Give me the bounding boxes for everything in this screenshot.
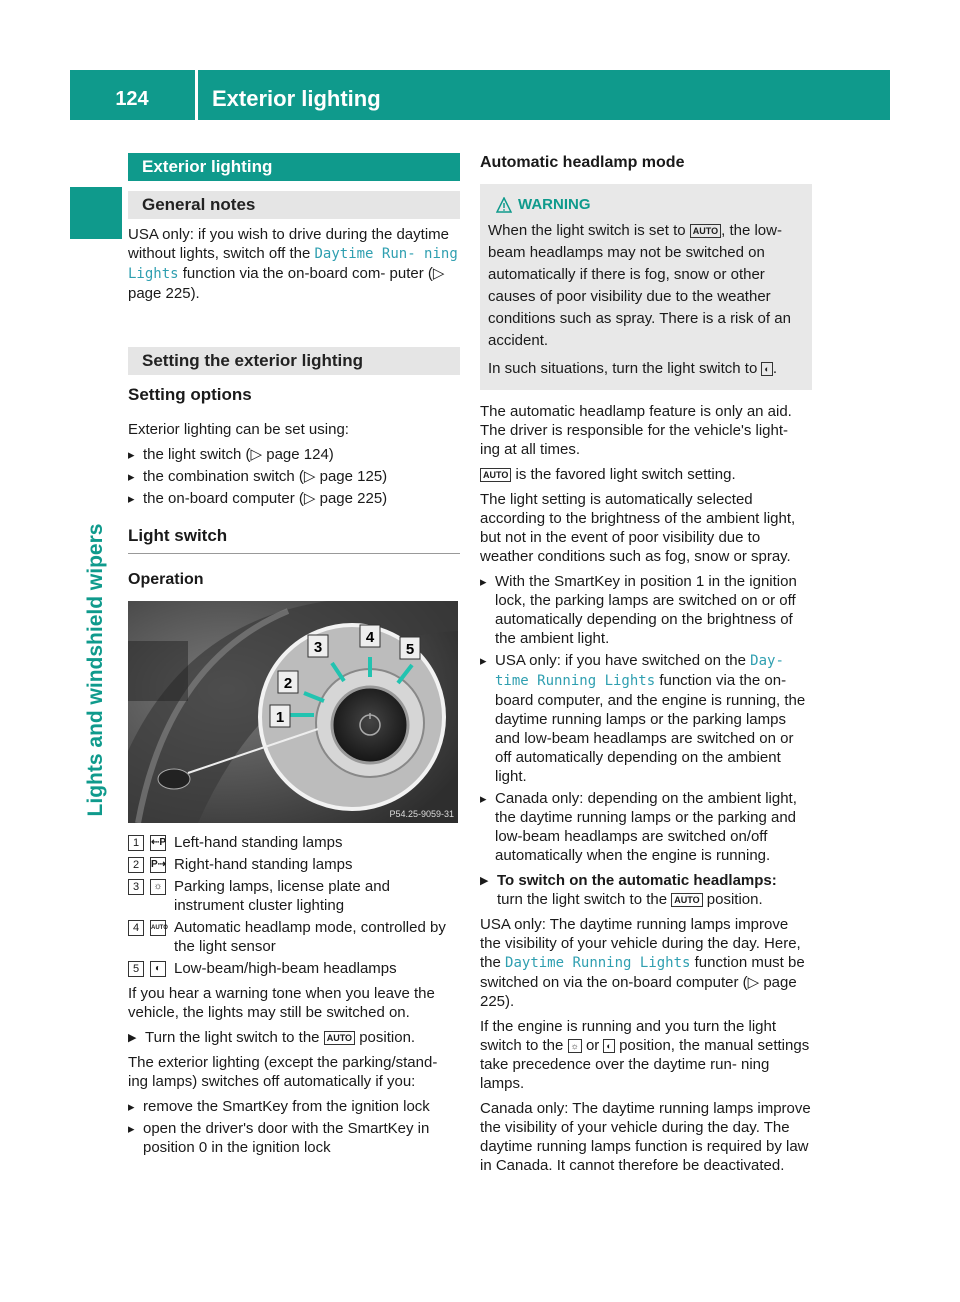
action-text-end: position.	[355, 1029, 416, 1046]
canada-paragraph: Canada only: The daytime running lamps improve the visibility of your vehicle during the day. The daytime running lamps function is required by law in Canada. It cannot therefore be deactivated.	[480, 1100, 811, 1174]
auto-mode-list	[480, 572, 812, 865]
callout-3	[308, 635, 328, 657]
usa-text: USA only: The daytime running lamps improve the visibility of your vehicle during the day. Here, the	[480, 916, 801, 971]
action-text: turn the light switch to the	[497, 891, 672, 908]
warning-text-1: When the light switch is set to	[488, 222, 690, 239]
legend-row	[128, 959, 460, 978]
light-switch-illustration	[128, 601, 458, 823]
left-standing-lamp-icon: ⇠P	[150, 835, 166, 851]
section-title: Exterior lighting	[128, 153, 460, 181]
favored-text: is the favored light switch setting.	[511, 466, 736, 483]
parking-lamp-icon: ☼	[568, 1039, 582, 1053]
legend-text: Right-hand standing lamps	[174, 856, 353, 873]
callout-2	[278, 671, 298, 693]
list-item	[480, 651, 812, 786]
legend-number: 1	[128, 835, 144, 851]
callout-5	[400, 637, 420, 659]
general-notes-paragraph	[128, 225, 460, 303]
warning-title-text: WARNING	[518, 196, 591, 213]
action-title: To switch on the automatic headlamps:	[497, 872, 777, 889]
warning-text-3: In such situations, turn the light switch to	[488, 360, 762, 377]
list-item: ▸ Canada only: depending on the ambient light, the daytime running lamps or the parking and low-beam headlamps are switched on/off automatically when the engine is running.	[480, 789, 812, 865]
warning-title	[488, 194, 804, 216]
header-divider	[195, 70, 198, 120]
left-column	[128, 153, 460, 1163]
setting-intro: Exterior lighting can be set using:	[128, 421, 349, 438]
light-switch-heading: Light switch	[128, 526, 460, 554]
usa-paragraph	[480, 915, 812, 1011]
auto-icon: AUTO	[690, 224, 721, 238]
list-item: ▸ remove the SmartKey from the ignition lock	[128, 1097, 460, 1116]
legend-text: Left-hand standing lamps	[174, 834, 343, 851]
general-notes-text: USA only: if you wish to drive during the daytime without lights, switch off the	[128, 226, 449, 262]
legend-text: Parking lamps, license plate and instrument cluster lighting	[174, 878, 390, 914]
manual-paragraph	[480, 1017, 812, 1093]
list-item: ▸ open the driver's door with the SmartKey in position 0 in the ignition lock	[128, 1119, 460, 1157]
chapter-side-label-text: Lights and windshield wipers	[84, 523, 107, 817]
list-item-text: USA only: if you have switched on the	[495, 652, 751, 669]
list-item-text-end: function via the on- board computer, and the engine is running, the daytime running lamps or the parking lamps and low-beam headlamps are switched on or off automatically depending on the ambient light.	[495, 672, 806, 785]
low-beam-icon: ◐	[150, 961, 166, 977]
action-step	[480, 871, 812, 909]
warning-instruction	[488, 358, 804, 380]
auto-off-list	[128, 1097, 460, 1157]
legend-number: 5	[128, 961, 144, 977]
auto-icon: AUTO	[671, 893, 702, 907]
page-header	[70, 70, 890, 120]
usa-text-end: function must be switched on via the on-board computer (▷ page 225).	[480, 954, 805, 1010]
action-step	[128, 1028, 460, 1047]
legend-row	[128, 833, 460, 852]
legend-number: 3	[128, 879, 144, 895]
setting-options-heading: Setting options	[128, 385, 252, 404]
setting-exterior-title: Setting the exterior lighting	[128, 347, 460, 375]
auto-off-paragraph: The exterior lighting (except the parking/stand- ing lamps) switches off automatically if you:	[128, 1054, 438, 1090]
legend-number: 4	[128, 920, 144, 936]
legend	[128, 833, 460, 978]
auto-selected-paragraph: The light setting is automatically selected according to the brightness of the ambient light, but not in the event of poor visibility due to weather conditions such as fog, snow or spray.	[480, 491, 796, 565]
warning-box	[480, 184, 812, 390]
parking-lamp-icon: ☼	[150, 879, 166, 895]
callout-1	[270, 705, 290, 727]
legend-row	[128, 855, 460, 874]
legend-number: 2	[128, 857, 144, 873]
daytime-running-lights-link[interactable]: Daytime Run‐ ning Lights	[128, 246, 458, 282]
favored-paragraph	[480, 465, 812, 484]
auto-icon: AUTO	[480, 468, 511, 482]
photo-code: P54.25-9059-31	[389, 809, 454, 819]
warning-triangle-icon	[496, 197, 512, 213]
warning-text-4: .	[772, 360, 778, 377]
list-item: ▸ the light switch (▷ page 124)	[128, 445, 460, 464]
legend-row	[128, 877, 460, 915]
auto-headlamp-icon: AUTO	[150, 920, 166, 936]
automatic-headlamp-heading: Automatic headlamp mode	[480, 154, 685, 171]
page-number: 124	[115, 88, 149, 110]
right-standing-lamp-icon: P⇢	[150, 857, 166, 873]
svg-text:4: 4	[365, 629, 375, 646]
svg-text:1: 1	[275, 709, 285, 726]
svg-text:3: 3	[313, 639, 323, 656]
list-item: ▸ the on-board computer (▷ page 225)	[128, 489, 460, 508]
general-notes-text-end: function via the on-board com- puter (▷ page 225).	[128, 265, 445, 302]
legend-text: Automatic headlamp mode, controlled by the light sensor	[174, 919, 446, 955]
operation-heading: Operation	[128, 571, 204, 588]
warning-text	[488, 220, 804, 352]
legend-row	[128, 918, 460, 956]
daytime-running-lights-link[interactable]: Daytime Running Lights	[505, 955, 691, 971]
warning-text-2: , the low- beam headlamps may not be switched on automatically if there is fog, snow or other causes of poor visibility due to the weather conditions such as spray. There is a risk of an accident.	[488, 222, 791, 349]
svg-text:5: 5	[405, 641, 415, 658]
action-text-end: position.	[702, 891, 763, 908]
manual-text: If the engine is running and you turn the light switch to the	[480, 1018, 777, 1054]
header-title: Exterior lighting	[212, 86, 381, 111]
warning-tone-paragraph: If you hear a warning tone when you leave the vehicle, the lights may still be switched on.	[128, 985, 435, 1021]
legend-text: Low-beam/high-beam headlamps	[174, 960, 397, 977]
svg-text:2: 2	[283, 675, 293, 692]
low-beam-icon: ◐	[761, 362, 772, 376]
manual-text-end: position, the manual settings take precedence over the daytime run- ning lamps.	[480, 1037, 810, 1092]
list-item: ▸ With the SmartKey in position 1 in the ignition lock, the parking lamps are switched on or off automatically depending on the brightness of the ambient light.	[480, 572, 812, 648]
aid-paragraph: The automatic headlamp feature is only an aid. The driver is responsible for the vehicle's light- ing at all times.	[480, 403, 792, 458]
auto-icon: AUTO	[324, 1031, 355, 1045]
daytime-running-lights-link[interactable]: Day‐ time Running Lights	[495, 653, 784, 689]
action-text: Turn the light switch to the	[145, 1029, 324, 1046]
chapter-tab	[70, 187, 122, 239]
low-beam-icon: ◐	[603, 1039, 614, 1053]
manual-or: or	[581, 1037, 604, 1054]
callout-4	[360, 625, 380, 647]
right-column	[480, 153, 812, 1181]
setting-options-list	[128, 445, 460, 508]
list-item: ▸ the combination switch (▷ page 125)	[128, 467, 460, 486]
light-switch-photo	[128, 601, 458, 823]
general-notes-title: General notes	[128, 191, 460, 219]
